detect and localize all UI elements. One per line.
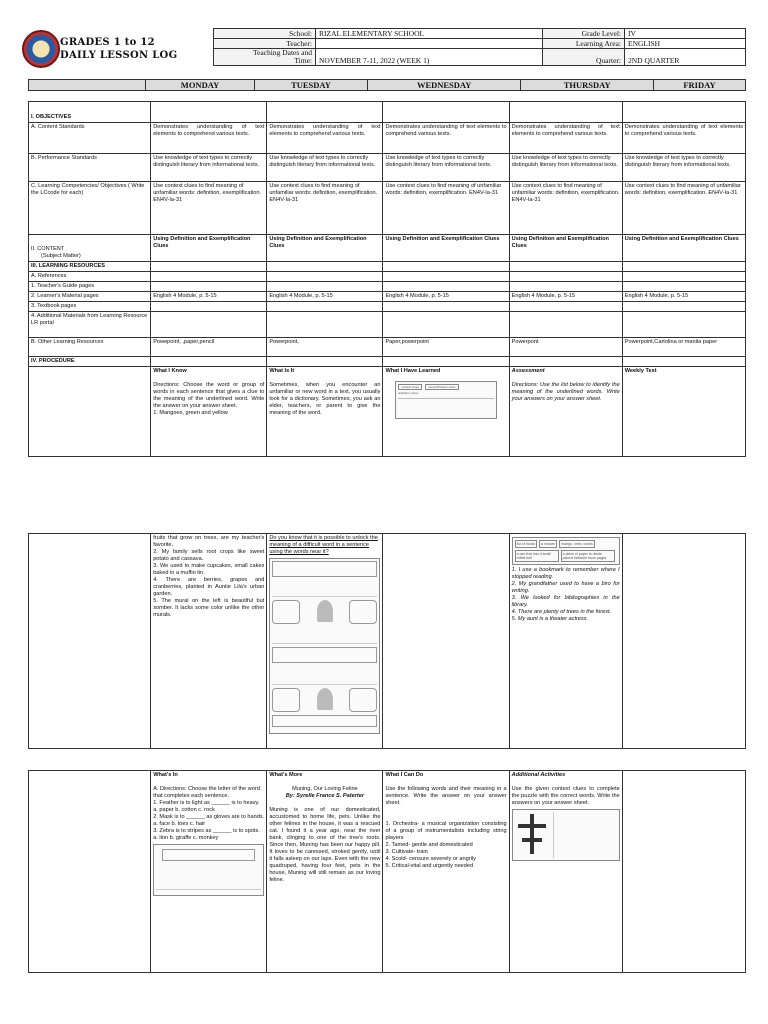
cell (383, 302, 509, 312)
content-wednesday: Using Definition and Exemplification Clues (383, 235, 509, 262)
cell (383, 282, 509, 292)
whats-in-directions: A. Directions: Choose the letter of the word that completes each sentence. (153, 786, 260, 799)
what-i-can-do-title: What I Can Do (385, 772, 424, 778)
textbook-pages-label: 3. Textbook pages (29, 302, 151, 312)
cs-wednesday: Demonstrates understanding of text elements to comprehend various texts. (383, 123, 509, 154)
content-monday: Using Definition and Exemplification Clues (151, 235, 267, 262)
crossword-column (530, 814, 534, 854)
assessment-title: Assessment (511, 368, 545, 374)
worksheet-thumbnail (395, 381, 496, 419)
speech-bubble-icon (349, 600, 377, 624)
teaching-dates-label (214, 49, 316, 66)
cell (151, 282, 267, 292)
quarter-label: Quarter: (543, 49, 625, 66)
other-resources-label: B. Other Learning Resources (29, 338, 151, 357)
ps-thursday: Use knowledge of text types to correctly distinguish literary from informational texts. (509, 154, 622, 182)
performance-standards-label: B. Performance Standards (29, 154, 151, 182)
resources-heading: III. LEARNING RESOURCES (29, 262, 151, 272)
ps-wednesday: Use knowledge of text types to correctly distinguish literary from informational texts. (383, 154, 509, 182)
assessment-directions: Directions: Use the list below to identify the meaning of the underlined words. Write your answers on your answer sheet. (511, 382, 620, 402)
whats-in-title: What's In (153, 772, 178, 778)
proc-wednesday (383, 367, 509, 457)
cell (622, 357, 745, 367)
image-box-3 (272, 715, 377, 727)
content-label (29, 235, 151, 262)
image-lines-2 (272, 627, 377, 644)
can-do-item4: 4. Scold- censure severely or angrily (385, 856, 476, 862)
whats-in-choices3: a. lion b. giraffe c. monkey (153, 835, 219, 841)
learning-area-label: Learning Area: (543, 39, 625, 49)
p2-tuesday (267, 534, 383, 749)
comp-thursday: Use context clues to find meaning of unfamiliar words: definition, exemplification. EN4V-Ia-31 (509, 182, 622, 235)
comp-friday: Use context clues to find meaning of unfamiliar words: definition, exemplification. EN4V-Ia-31 (622, 182, 745, 235)
word-box-5: a piece of paper to divide placed between book pages (561, 550, 615, 562)
comp-monday: Use context clues to find meaning of unfamiliar words: definition, exemplification. EN4V-Ia-31 (151, 182, 267, 235)
p2-tue-intro: Do you know that it is possible to unlock the meaning of a difficult word in a sentence using the words near it? (269, 535, 378, 555)
cell (383, 102, 509, 123)
cs-monday: Demonstrates understanding of text elements to comprehend various texts. (151, 123, 267, 154)
cell (267, 282, 383, 292)
cell (267, 357, 383, 367)
content-heading: II. CONTENT (31, 246, 65, 252)
objectives-heading: I. OBJECTIVES (29, 102, 151, 123)
other-wednesday: Paper,powerpoint (383, 338, 509, 357)
lm-wednesday: English 4 Module, p. 5-15 (383, 292, 509, 302)
comp-wednesday: Use context clues to find meaning of unfamiliar words: definition, exemplification. EN4V-Ia-31 (383, 182, 509, 235)
p3-tuesday (267, 771, 383, 973)
can-do-item3: 3. Cultivate- train (385, 849, 428, 855)
cell (267, 302, 383, 312)
assessment-item3: 3. We looked for bibliographies in the library. (511, 595, 620, 608)
p2-mon-line1: fruits that grow on trees, are my teacher's favorite. (153, 535, 265, 548)
weekly-test-title: Weekly Test (624, 368, 657, 374)
p2-thursday (509, 534, 622, 749)
speech-bubble-icon (349, 688, 377, 712)
cell (151, 357, 267, 367)
speech-bubble-icon (272, 688, 300, 712)
person-icon (317, 688, 333, 710)
proc-friday (622, 367, 745, 457)
image-box-1 (272, 561, 377, 577)
whats-in-choices1: a. paper b. cotton c. rock (153, 807, 215, 813)
crossword-clues (553, 812, 617, 858)
additional-activities-text: Use the given context clues to complete the puzzle with the correct words. Write the answers on your answer sheet. (511, 786, 620, 806)
word-box-4: a pen that has a small metal ball (515, 550, 559, 562)
other-monday: Powepoint, ,paper,pencil (151, 338, 267, 357)
ps-monday: Use knowledge of text types to correctly distinguish literary from informational texts. (151, 154, 267, 182)
can-do-item1: 1. Orchestra- a musical organization consisting of a group of instrumentalists including string players (385, 821, 507, 841)
p3-monday (151, 771, 267, 973)
lm-friday: English 4 Module, p. 5-15 (622, 292, 745, 302)
cell (509, 272, 622, 282)
content-friday: Using Definition and Exemplification Clues (622, 235, 745, 262)
assessment-item5: 5. My aunt is a theater actress. (511, 616, 589, 622)
lm-pages-label: 2. Learner's Material pages (29, 292, 151, 302)
learning-area-value: ENGLISH (625, 39, 746, 49)
what-is-it-text: Sometimes, when you encounter an unfamiliar or new word in a text, you usually look for a dictionary. Sometimes, you ask an elder, teachers, or parent to give the meaning of the word. (269, 382, 381, 416)
whats-in-item1: 1. Feather is to light as ______ is to heavy. (153, 800, 260, 806)
proc-monday (151, 367, 267, 457)
lesson-log-continued-2 (28, 770, 746, 973)
cell (267, 262, 383, 272)
content-standards-label: A. Content Standards (29, 123, 151, 154)
day-friday: FRIDAY (653, 80, 745, 91)
form-title-line1: GRADES 1 to 12 (60, 37, 155, 48)
what-i-can-do-intro: Use the following words and their meaning in a sentence. Write the answer on your answer sheet. (385, 786, 507, 806)
word-box-1: list of books (516, 542, 536, 546)
crossword-row (522, 838, 542, 842)
p2-mon-item5: 5. The mural on the left is beautiful but somber. It lacks some color unlike the other murals. (153, 598, 265, 618)
cell (509, 282, 622, 292)
speech-bubble-icon (272, 600, 300, 624)
teacher-value (316, 39, 543, 49)
quarter-value: 2ND QUARTER (625, 49, 746, 66)
cell (509, 357, 622, 367)
cell (267, 312, 383, 338)
image-figures-1 (272, 600, 377, 624)
weekday-header-row (28, 79, 746, 91)
cell (383, 357, 509, 367)
thumbnail-lines (398, 398, 493, 411)
image-figures-2 (272, 688, 377, 712)
story-author: By: Syrelle France S. Paterter (285, 793, 365, 799)
snippet-box (162, 849, 255, 861)
cell (151, 302, 267, 312)
references-label: A. References (29, 272, 151, 282)
p2-mon-item3: 3. We used to make cupcakes, small cakes baked in a muffin tin. (153, 563, 265, 576)
form-title-line2: DAILY LESSON LOG (60, 50, 178, 61)
assessment-item2: 2. My grandfather used to have a biro for writing. (511, 581, 620, 594)
weekday-blank (29, 80, 146, 91)
what-is-it-title: What Is It (269, 368, 295, 374)
assessment-item1: 1. I use a bookmark to remember where I stopped reading. (511, 567, 620, 580)
thumbnail-chips (398, 384, 493, 390)
grade-level-value: IV (625, 29, 746, 39)
day-tuesday: TUESDAY (255, 80, 368, 91)
whats-more-title: What's More (269, 772, 303, 778)
day-monday: MONDAY (146, 80, 255, 91)
school-value: RIZAL ELEMENTARY SCHOOL (316, 29, 543, 39)
header-info-table (213, 28, 746, 66)
teaching-dates-label-line1: Teaching Dates and (252, 48, 312, 57)
cell (622, 272, 745, 282)
cell (383, 312, 509, 338)
cs-thursday: Demonstrates understanding of text elements to comprehend various texts. (509, 123, 622, 154)
whats-in-choices2: a. face b. toes c. hair (153, 821, 206, 827)
teacher-label: Teacher: (214, 39, 316, 49)
day-wednesday: WEDNESDAY (367, 80, 520, 91)
cell (509, 302, 622, 312)
cell (383, 272, 509, 282)
what-i-learned-title: What I Have Learned (385, 368, 441, 374)
content-subheading: (Subject Matter) (41, 253, 81, 259)
p3-wednesday (383, 771, 509, 973)
cell (622, 282, 745, 292)
cell (383, 262, 509, 272)
crossword-puzzle-image (512, 809, 620, 861)
cell (509, 102, 622, 123)
cell (622, 534, 745, 749)
cell (622, 102, 745, 123)
p2-mon-item2: 2. My family sells root crops like sweet potato and cassava. (153, 549, 265, 562)
image-lines-3 (272, 666, 377, 685)
cell (509, 312, 622, 338)
tg-pages-label: 1. Teacher's Guide pages (29, 282, 151, 292)
additional-activities-title: Additional Activities (511, 772, 566, 778)
additional-materials-label: 4. Additional Materials from Learning Resource LR portal (29, 312, 151, 338)
content-thursday: Using Definition and Exemplification Clues (509, 235, 622, 262)
cell (29, 771, 151, 973)
cell (29, 534, 151, 749)
lm-thursday: English 4 Module, p. 5-15 (509, 292, 622, 302)
word-box-2: a chosen (541, 542, 556, 546)
chip-definition: definition clues (398, 391, 419, 395)
crossword-row (518, 824, 546, 828)
cell (383, 534, 509, 749)
what-i-know-title: What I Know (153, 368, 187, 374)
p2-mon-item4: 4. There are berries, grapes and cranberries, planted in Auntie Lila's urban garden. (153, 577, 265, 597)
cell (29, 367, 151, 457)
p2-monday (151, 534, 267, 749)
assessment-item4: 4. There are plenty of trees in the forest. (511, 609, 612, 615)
day-thursday: THURSDAY (521, 80, 654, 91)
story-text: Muning is one of our domesticated, accustomed to home life, pets. Unlike the other felines in the house, it was a rescued cat. I found it a year ago, near the river bank, clinging to one of the tree's roots. Since then, Muning has been our happy pill. It loves to be caressed, stroked gently, until it falls asleep on our laps. Even with the new quadruped, having four feet, pets in the house, Muning will still remain as our loving feline. (269, 807, 381, 883)
ps-friday: Use knowledge of text types to correctly distinguish literary from informational texts. (622, 154, 745, 182)
comp-tuesday: Use context clues to find meaning of unfamiliar words: definition, exemplification. EN4V-Ia-31 (267, 182, 383, 235)
cell (151, 102, 267, 123)
lm-monday: English 4 Module, p. 5-15 (151, 292, 267, 302)
cell (267, 272, 383, 282)
other-friday: Powerpoint,Cartolina or manila paper (622, 338, 745, 357)
content-tuesday: Using Definition and Exemplification Clues (267, 235, 383, 262)
chip-context: context clues (398, 384, 422, 390)
cell (622, 262, 745, 272)
worksheet-image (269, 558, 380, 734)
worksheet-snippet (153, 844, 264, 896)
image-lines-1 (272, 580, 377, 597)
snippet-lines (156, 863, 261, 890)
p3-thursday (509, 771, 622, 973)
image-box-2 (272, 647, 377, 663)
proc-thursday (509, 367, 622, 457)
teaching-dates-label-line2: Time: (294, 56, 312, 65)
competencies-label: C. Learning Competencies/ Objectives ( Write the LCcode for each) (29, 182, 151, 235)
whats-in-item2: 2. Mask is to ______ as gloves are to hands. (153, 814, 265, 820)
person-icon (317, 600, 333, 622)
cell (622, 312, 745, 338)
school-label: School: (214, 29, 316, 39)
cell (622, 771, 745, 973)
proc-tuesday (267, 367, 383, 457)
word-box-3: mango, ones, words (561, 542, 593, 546)
cell (622, 302, 745, 312)
form-title (60, 36, 177, 62)
cell (267, 102, 383, 123)
story-title: Muning, Our Loving Feline (292, 786, 358, 792)
what-i-know-directions: Directions: Choose the word or group of words in each sentence that gives a clue to the meaning of the underlined word. Write the answer on your answer sheet. (153, 382, 265, 409)
can-do-item2: 2. Tamed- gentle and domesticated (385, 842, 473, 848)
other-tuesday: Powerpoint, (267, 338, 383, 357)
whats-in-item3: 3. Zebra is to stripes as ______ is to spots. (153, 828, 260, 834)
chip-exemplification: exemplification clues (425, 384, 459, 390)
deped-seal-logo (22, 30, 60, 68)
cell (509, 262, 622, 272)
cell (151, 262, 267, 272)
what-i-know-item1: 1. Mangoes, green and yellow (153, 410, 228, 416)
can-do-item5: 5. Critical-vital and urgently needed (385, 863, 474, 869)
grade-level-label: Grade Level: (543, 29, 625, 39)
cell (151, 312, 267, 338)
word-list-boxes (512, 537, 620, 565)
crossword-grid (518, 814, 546, 854)
cs-tuesday: Demonstrates understanding of text elements to comprehend various texts. (267, 123, 383, 154)
cell (151, 272, 267, 282)
teaching-dates-value: NOVEMBER 7-11, 2022 (WEEK 1) (316, 49, 543, 66)
procedure-heading: IV. PROCEDURE (29, 357, 151, 367)
lesson-log-table (28, 101, 746, 457)
lm-tuesday: English 4 Module, p. 5-15 (267, 292, 383, 302)
cs-friday: Demonstrates understanding of text elements to comprehend various texts. (622, 123, 745, 154)
lesson-log-continued-1 (28, 533, 746, 749)
other-thursday: Powerpont (509, 338, 622, 357)
ps-tuesday: Use knowledge of text types to correctly distinguish literary from informational texts. (267, 154, 383, 182)
